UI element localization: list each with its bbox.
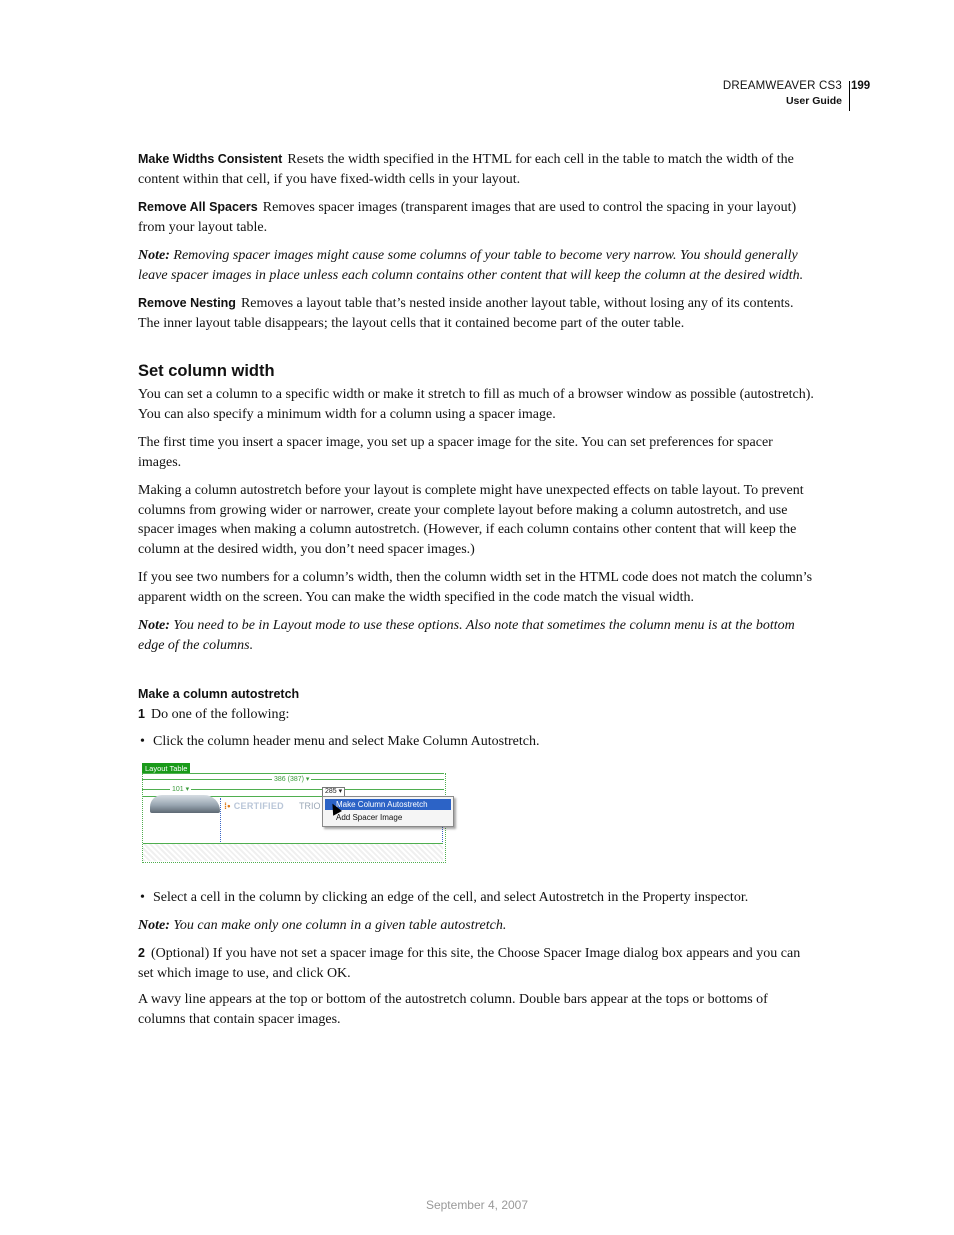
product-name: DREAMWEAVER CS3: [722, 80, 842, 92]
note-label: Note:: [138, 917, 170, 933]
menu-item-add-spacer-image[interactable]: Add Spacer Image: [336, 813, 403, 822]
bullet-item: [138, 732, 816, 752]
table-top-rule: [142, 773, 444, 774]
definition-text: Removes spacer images (transparent images that are used to control the spacing in your layout) from your layout table.: [138, 200, 797, 235]
section-heading: Set column width: [138, 362, 275, 380]
note-text: You can make only one column in a given table autostretch.: [173, 917, 507, 933]
running-header: [723, 79, 842, 109]
certified-logo: [224, 797, 284, 817]
step-1: [138, 705, 816, 725]
note-text: Removing spacer images might cause some columns of your table to become very narrow. You should generally leave spacer images in place unless each column contains other content that will keep the column at the desired width.: [138, 248, 804, 283]
step-2: [138, 944, 816, 983]
bullet-text: Click the column header menu and select Make Column Autostretch.: [153, 733, 540, 749]
guide-name: User Guide: [785, 95, 842, 107]
layout-table-screenshot: [142, 763, 457, 868]
definition-remove-nesting: [138, 294, 816, 333]
bullet-glyph: •: [140, 733, 145, 749]
certified-text: CERTIFIED: [233, 801, 284, 811]
column1-width-label: 101 ▾: [172, 786, 190, 793]
table-bottom-area: [143, 843, 443, 861]
page-number: 199: [851, 80, 871, 92]
bullet-item: [138, 888, 816, 908]
definition-make-widths-consistent: [138, 150, 816, 189]
total-width-label: 386 (387) ▾: [274, 776, 310, 783]
logo-mark-icon: ⁞•: [224, 801, 231, 811]
page-body: [138, 150, 816, 1038]
column-context-menu: [322, 796, 454, 827]
definition-term: Remove Nesting: [138, 296, 236, 310]
definition-term: Make Widths Consistent: [138, 152, 283, 166]
column-divider: [220, 798, 221, 842]
step-text: Do one of the following:: [150, 707, 290, 722]
note-spacer-images: [138, 246, 816, 285]
subsection-heading: Make a column autostretch: [138, 687, 300, 701]
bullet-glyph: •: [140, 890, 145, 905]
paragraph: Making a column autostretch before your layout is complete might have unexpected effects on table layout. To prevent columns from growing wider or narrower, create your complete layout before making a column autostretch, and use spacer images when making a column autostretch. (However, if each column contains other content that will keep the column at the desired width, you don’t need spacer images.): [138, 483, 804, 557]
definition-remove-all-spacers: [138, 198, 816, 237]
paragraph: You can set a column to a specific width or make it stretch to fill as much of a browser window as possible (autostretch). You can also specify a minimum width for a column using a spacer image.: [138, 387, 814, 422]
footer-date: September 4, 2007: [425, 1198, 529, 1212]
step-text: (Optional) If you have not set a spacer image for this site, the Choose Spacer Image dialog box appears and you can set which image to use, and click OK.: [138, 946, 801, 981]
definition-term: Remove All Spacers: [138, 200, 258, 214]
car-image: [150, 795, 220, 813]
note-one-column: [138, 916, 816, 936]
definition-text: Removes a layout table that’s nested inside another layout table, without losing any of its contents. The inner layout table disappears; the layout cells that it contained become part of the outer table.: [138, 296, 794, 331]
header-rule: [849, 81, 850, 111]
paragraph: If you see two numbers for a column’s width, then the column width set in the HTML code does not match the column’s apparent width on the screen. You can make the width specified in the code match the visual width.: [138, 570, 813, 605]
column-header-menu[interactable]: 285 ▾: [322, 787, 345, 797]
paragraph: A wavy line appears at the top or bottom of the autostretch column. Double bars appear at the tops or bottoms of columns that contain spacer images.: [138, 992, 768, 1027]
note-label: Note:: [138, 618, 170, 633]
note-text: You need to be in Layout mode to use these options. Also note that sometimes the column menu is at the bottom edge of the columns.: [138, 618, 795, 653]
menu-item-make-column-autostretch[interactable]: Make Column Autostretch: [325, 799, 451, 810]
trio-text: TRIO: [299, 801, 321, 811]
note-layout-mode: [138, 616, 816, 655]
note-label: Note:: [138, 248, 170, 263]
definition-text: Resets the width specified in the HTML for each cell in the table to match the width of the content within that cell, if you have fixed-width cells in your layout.: [138, 152, 794, 187]
step-number: 2: [138, 946, 145, 960]
layout-table-tab: Layout Table: [142, 763, 190, 774]
bullet-text: Select a cell in the column by clicking an edge of the cell, and select Autostretch in the Property inspector.: [153, 890, 749, 905]
step-number: 1: [138, 707, 145, 721]
paragraph: The first time you insert a spacer image, you set up a spacer image for the site. You can set preferences for spacer images.: [138, 435, 773, 470]
